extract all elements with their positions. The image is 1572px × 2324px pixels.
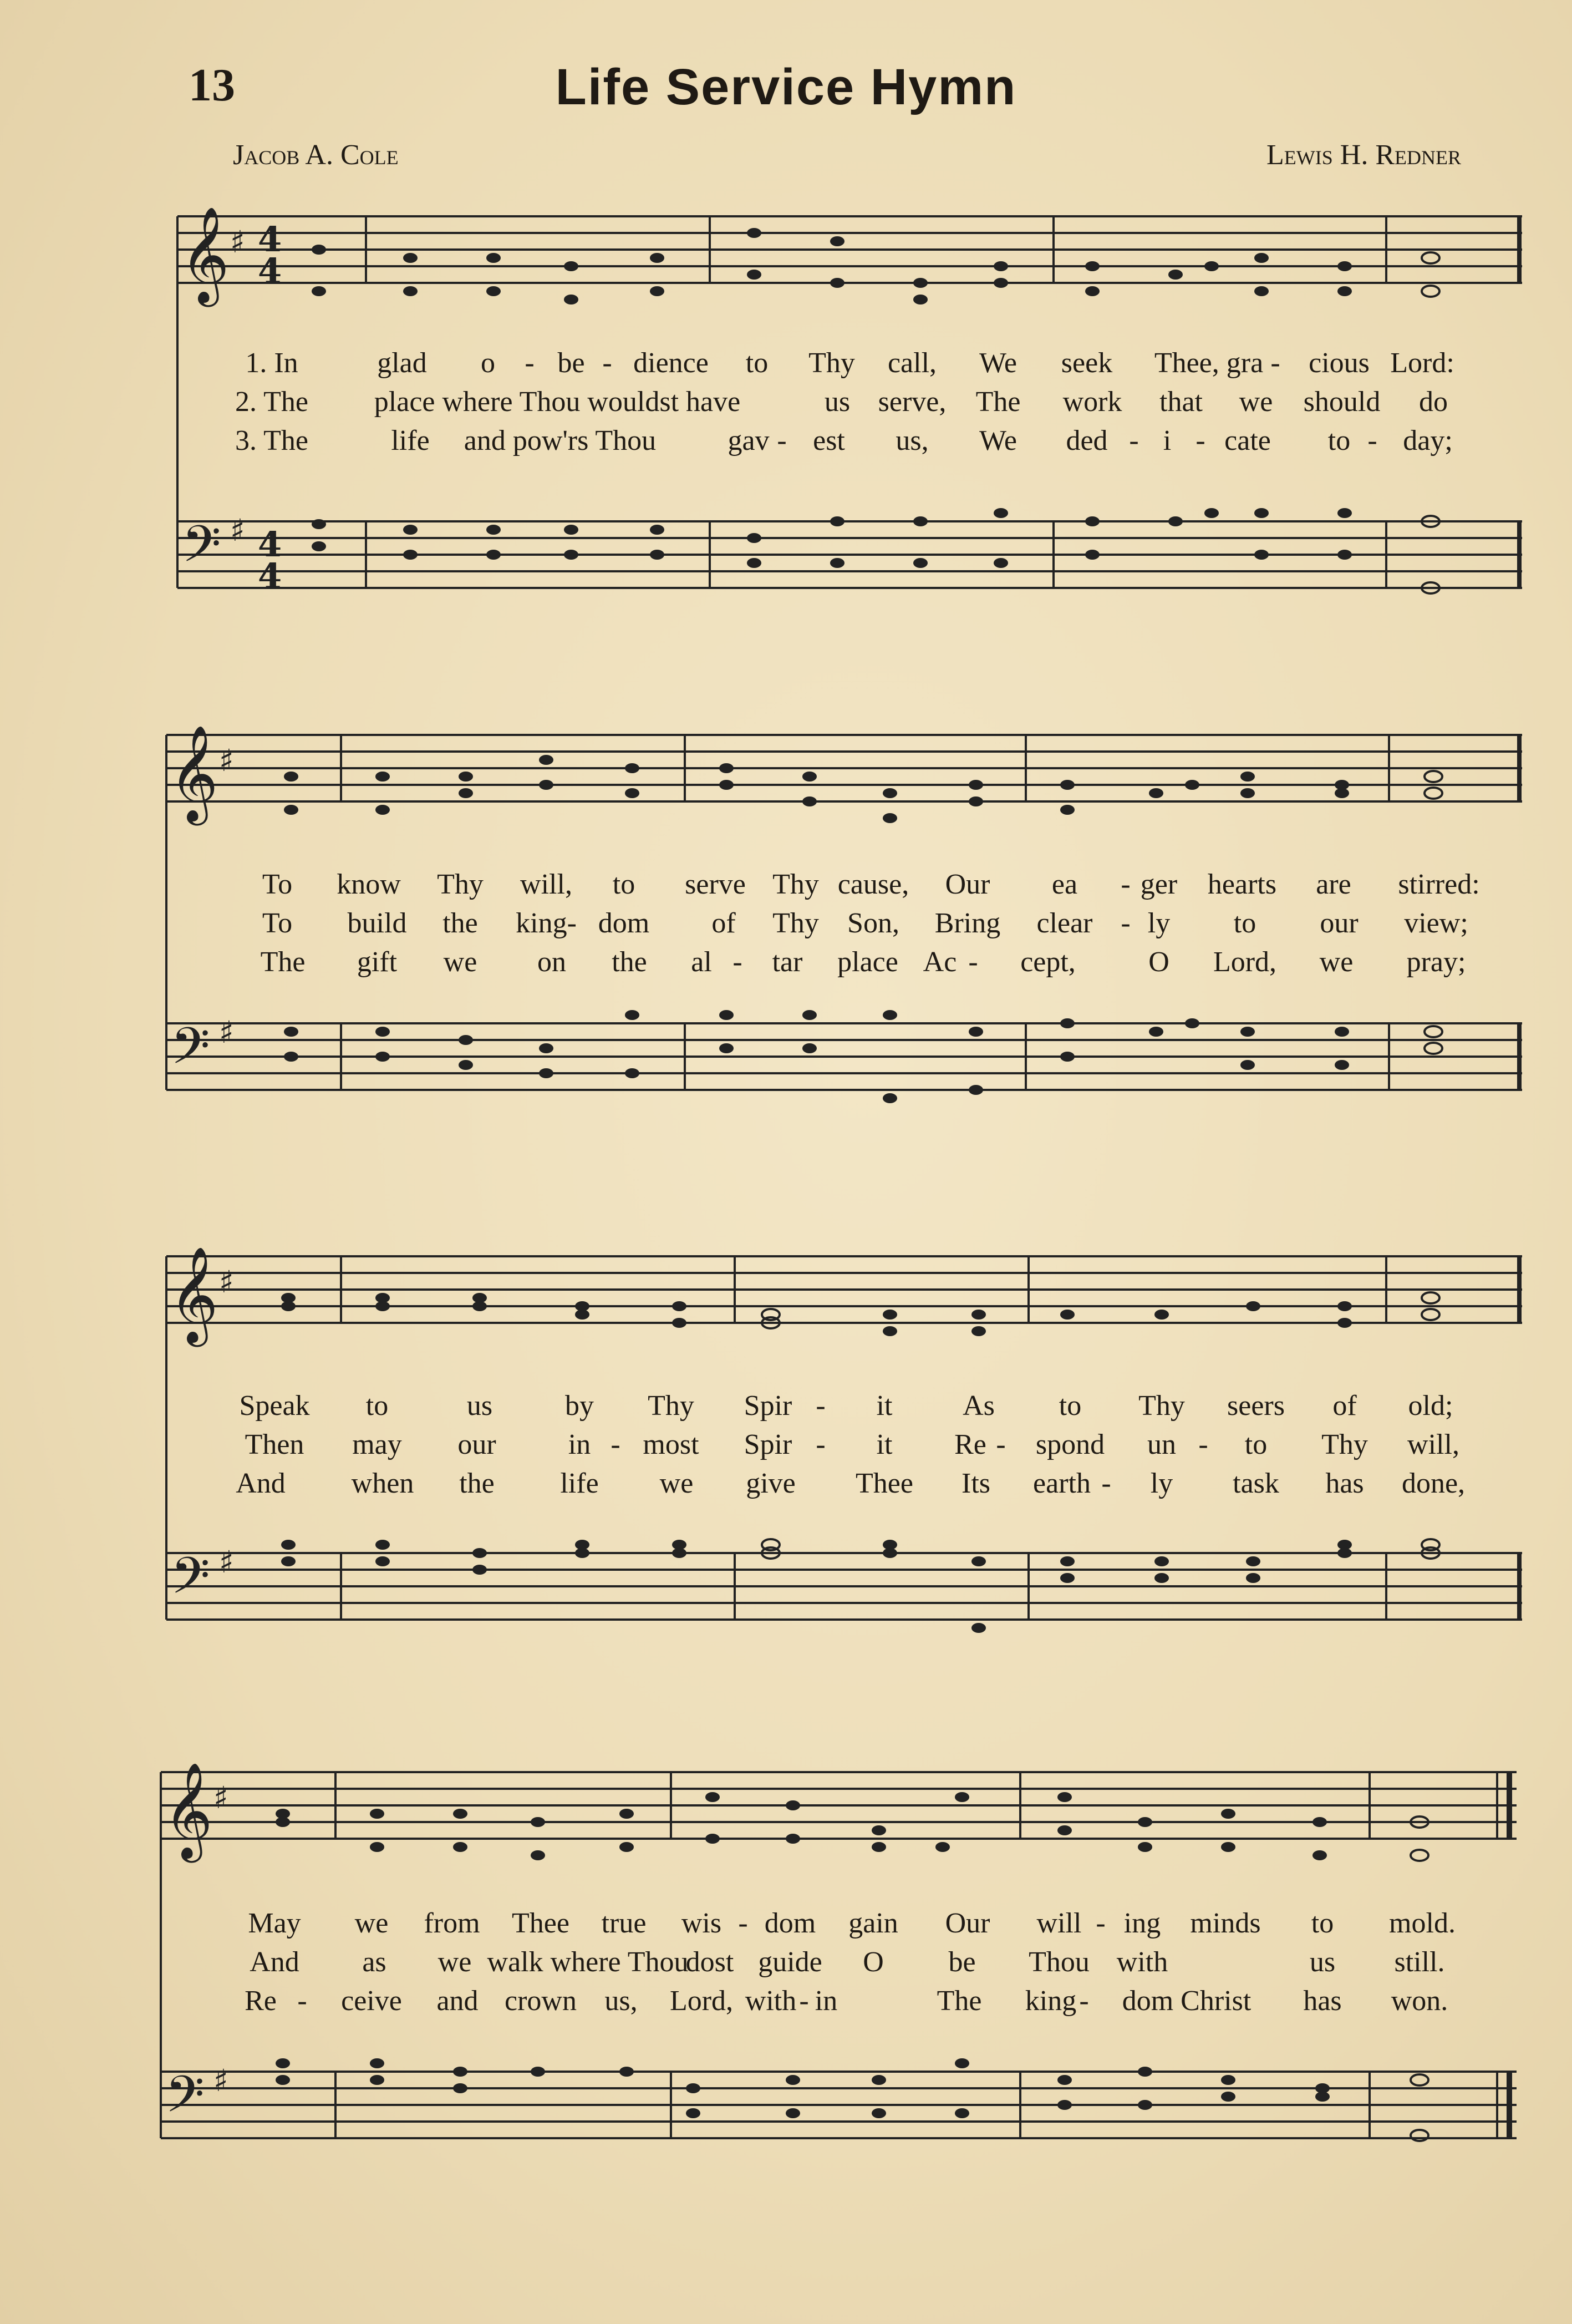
lyric: - xyxy=(996,1429,1006,1460)
lyric: Spir xyxy=(744,1429,792,1460)
lyric: to xyxy=(1327,425,1351,456)
bass-staff xyxy=(177,521,1522,588)
lyric: will xyxy=(1036,1907,1082,1939)
lyric: and xyxy=(436,1985,479,2017)
time-sig-top: 4 xyxy=(258,219,282,260)
lyric: gav xyxy=(728,425,770,456)
lyric: place xyxy=(837,946,898,978)
lyric: - xyxy=(1198,1429,1208,1460)
lyric: Thy xyxy=(648,1390,694,1422)
lyric: - xyxy=(1101,1468,1111,1499)
lyric: est xyxy=(813,425,845,456)
lyric: life xyxy=(391,425,430,456)
lyric: - xyxy=(1270,347,1280,379)
lyric: Thy xyxy=(772,907,819,939)
lyric: as xyxy=(362,1946,386,1978)
lyric: - xyxy=(602,347,612,379)
lyric: of xyxy=(1332,1390,1357,1422)
lyric: Thee, gra xyxy=(1154,347,1264,379)
sharp-icon: ♯ xyxy=(219,1544,234,1580)
lyric: we xyxy=(354,1907,389,1939)
lyric: in xyxy=(815,1985,838,2017)
sharp-icon: ♯ xyxy=(213,1780,228,1815)
page-number: 13 xyxy=(189,59,235,111)
lyric: 1. In xyxy=(245,347,298,379)
lyric: seek xyxy=(1061,347,1113,379)
lyric: O xyxy=(863,1946,884,1978)
lyric: al xyxy=(691,946,712,978)
lyric: O xyxy=(1148,946,1169,978)
lyric: cious xyxy=(1309,347,1370,379)
treble-clef-icon: 𝄞 xyxy=(169,725,218,821)
lyric: of xyxy=(711,907,736,939)
lyric: crown xyxy=(505,1985,577,2017)
lyric: us xyxy=(824,386,851,418)
sharp-icon: ♯ xyxy=(219,1264,234,1300)
lyric: may xyxy=(352,1429,402,1460)
sharp-icon: ♯ xyxy=(230,513,245,548)
bass-clef-icon: 𝄢 xyxy=(165,2065,205,2136)
lyric: dom Christ xyxy=(1122,1985,1252,2017)
lyric: our xyxy=(457,1429,496,1460)
lyric: Thee xyxy=(856,1468,913,1499)
lyric: ly xyxy=(1147,907,1171,939)
lyric: us xyxy=(466,1390,493,1422)
time-sig-bottom: 4 xyxy=(258,251,282,291)
lyric: We xyxy=(979,347,1017,379)
lyric: o xyxy=(481,347,495,379)
lyric: - xyxy=(297,1985,307,2017)
lyric: Our xyxy=(945,869,990,900)
lyric: when xyxy=(351,1468,414,1499)
lyric: to xyxy=(612,869,635,900)
lyric: to xyxy=(1244,1429,1268,1460)
lyric: - xyxy=(777,425,787,456)
bass-clef-icon: 𝄢 xyxy=(171,1017,210,1088)
lyric: the xyxy=(459,1468,495,1499)
lyric: won. xyxy=(1391,1985,1448,2017)
lyric: to xyxy=(1311,1907,1334,1939)
lyric: ceive xyxy=(341,1985,402,2017)
lyric: - xyxy=(1195,425,1205,456)
lyric: ded xyxy=(1066,425,1108,456)
sharp-icon: ♯ xyxy=(219,1014,234,1050)
lyric: Son, xyxy=(847,907,899,939)
lyric: should xyxy=(1303,386,1381,418)
lyric: the xyxy=(442,907,478,939)
lyric: has xyxy=(1325,1468,1364,1499)
lyric: still. xyxy=(1394,1946,1445,1978)
lyric: Thy xyxy=(1138,1390,1185,1422)
lyric: be xyxy=(557,347,585,379)
lyric: it xyxy=(876,1390,893,1422)
treble-staff xyxy=(177,216,1522,283)
lyric: from xyxy=(424,1907,480,1939)
lyric: glad xyxy=(377,347,427,379)
lyric: our xyxy=(1320,907,1359,939)
lyric: us xyxy=(1309,1946,1336,1978)
lyric: dience xyxy=(633,347,709,379)
lyric: with xyxy=(745,1985,797,2017)
lyric: hearts xyxy=(1207,869,1277,900)
lyric: true xyxy=(601,1907,647,1939)
lyric: And xyxy=(236,1468,286,1499)
lyric: To xyxy=(262,907,293,939)
lyric: i xyxy=(1163,425,1172,456)
lyric: - xyxy=(1096,1907,1106,1939)
sharp-icon: ♯ xyxy=(219,743,234,778)
lyric: We xyxy=(979,425,1017,456)
time-sig-top: 4 xyxy=(258,524,282,565)
lyric: pray; xyxy=(1406,946,1466,978)
lyric: to xyxy=(745,347,769,379)
lyric: wis xyxy=(681,1907,722,1939)
lyric: - xyxy=(1121,869,1131,900)
lyric: most xyxy=(643,1429,699,1460)
lyric: serve, xyxy=(878,386,947,418)
treble-clef-icon: 𝄞 xyxy=(180,206,230,303)
lyric: king xyxy=(1025,1985,1077,2017)
lyric: us, xyxy=(604,1985,638,2017)
lyric: do xyxy=(1419,386,1448,418)
lyric: serve xyxy=(685,869,746,900)
lyric: it xyxy=(876,1429,893,1460)
lyric: - xyxy=(1129,425,1139,456)
lyric: know xyxy=(337,869,401,900)
lyric: - xyxy=(816,1429,826,1460)
lyric: in xyxy=(568,1429,591,1460)
lyric: cate xyxy=(1224,425,1271,456)
lyric: 3. The xyxy=(235,425,308,456)
lyric: place where Thou wouldst have xyxy=(374,386,741,418)
lyric: - xyxy=(1367,425,1377,456)
lyric: old; xyxy=(1408,1390,1453,1422)
lyric: dom xyxy=(598,907,650,939)
lyric: that xyxy=(1159,386,1203,418)
lyric: The xyxy=(260,946,306,978)
lyric: ea xyxy=(1051,869,1078,900)
lyric: be xyxy=(948,1946,976,1978)
lyric: And xyxy=(250,1946,299,1978)
lyric: dost xyxy=(685,1946,734,1978)
lyric: spond xyxy=(1035,1429,1105,1460)
lyric: - xyxy=(525,347,535,379)
lyric: guide xyxy=(758,1946,822,1978)
lyric: To xyxy=(262,869,293,900)
lyric: - xyxy=(1079,1985,1089,2017)
lyric: seers xyxy=(1227,1390,1285,1422)
lyric: - xyxy=(732,946,742,978)
lyric: give xyxy=(746,1468,796,1499)
lyric: walk where Thou xyxy=(487,1946,689,1978)
lyric: work xyxy=(1062,386,1122,418)
lyric: - xyxy=(968,946,978,978)
lyric: day; xyxy=(1403,425,1453,456)
lyric: Lord, xyxy=(1213,946,1277,978)
lyric: build xyxy=(347,907,407,939)
lyric: earth xyxy=(1033,1468,1091,1499)
lyric: cause, xyxy=(837,869,909,900)
lyric: with xyxy=(1116,1946,1168,1978)
lyric: dom xyxy=(764,1907,816,1939)
lyric: The xyxy=(937,1985,982,2017)
lyric: Re xyxy=(954,1429,986,1460)
lyric: un xyxy=(1147,1429,1176,1460)
lyric: Thee xyxy=(512,1907,569,1939)
hymn-title: Life Service Hymn xyxy=(555,59,1017,115)
lyric: we xyxy=(659,1468,694,1499)
lyric: ing xyxy=(1123,1907,1161,1939)
lyric: As xyxy=(963,1390,995,1422)
lyric: clear xyxy=(1036,907,1093,939)
lyric: Re xyxy=(245,1985,277,2017)
lyric: - xyxy=(799,1985,809,2017)
lyric: done, xyxy=(1401,1468,1466,1499)
lyric: has xyxy=(1303,1985,1342,2017)
lyric: we xyxy=(1319,946,1354,978)
lyric: - xyxy=(738,1907,748,1939)
lyric: king- xyxy=(516,907,577,939)
lyric: Lord: xyxy=(1390,347,1454,379)
lyric: minds xyxy=(1190,1907,1261,1939)
time-sig-bottom: 4 xyxy=(258,556,282,596)
lyric: The xyxy=(975,386,1021,418)
author-credit: Jacob A. Cole xyxy=(233,139,399,171)
lyric: Thy xyxy=(1321,1429,1368,1460)
lyric: ly xyxy=(1150,1468,1173,1499)
lyric: call, xyxy=(887,347,937,379)
lyric: Bring xyxy=(934,907,1001,939)
lyric: to xyxy=(1233,907,1256,939)
lyric: gain xyxy=(848,1907,898,1939)
bass-clef-icon: 𝄢 xyxy=(182,515,221,586)
lyric: gift xyxy=(357,946,398,978)
lyric: by xyxy=(565,1390,594,1422)
lyric: Thy xyxy=(772,869,819,900)
lyric: we xyxy=(437,1946,472,1978)
lyric: Thou xyxy=(1029,1946,1090,1978)
lyric: mold. xyxy=(1389,1907,1456,1939)
lyric: to xyxy=(365,1390,389,1422)
lyric: view; xyxy=(1404,907,1468,939)
lyric: tar xyxy=(772,946,803,978)
lyric: Spir xyxy=(744,1390,792,1422)
lyric: Lord, xyxy=(669,1985,734,2017)
lyric: Thy xyxy=(808,347,855,379)
sharp-icon: ♯ xyxy=(230,224,245,260)
sharp-icon: ♯ xyxy=(213,2063,228,2098)
treble-clef-icon: 𝄞 xyxy=(164,1762,213,1859)
lyric: Our xyxy=(945,1907,990,1939)
lyric: Its xyxy=(961,1468,990,1499)
lyric: will, xyxy=(520,869,572,900)
lyric: stirred: xyxy=(1398,869,1480,900)
bass-clef-icon: 𝄢 xyxy=(171,1546,210,1617)
lyric: cept, xyxy=(1020,946,1076,978)
lyric: and pow'rs Thou xyxy=(464,425,657,456)
lyric: ger xyxy=(1140,869,1178,900)
lyric: to xyxy=(1059,1390,1082,1422)
lyric: - xyxy=(816,1390,826,1422)
lyric: life xyxy=(560,1468,599,1499)
lyric: we xyxy=(443,946,477,978)
lyric: Ac xyxy=(923,946,957,978)
lyric: on xyxy=(537,946,566,978)
lyric: task xyxy=(1233,1468,1279,1499)
lyric: we xyxy=(1239,386,1273,418)
lyric: Speak xyxy=(239,1390,310,1422)
lyric: us, xyxy=(896,425,929,456)
lyric: - xyxy=(1121,907,1131,939)
lyric: May xyxy=(248,1907,301,1939)
composer-credit: Lewis H. Redner xyxy=(1266,139,1461,171)
lyric: are xyxy=(1316,869,1351,900)
lyric: Then xyxy=(245,1429,304,1460)
lyric: Thy xyxy=(437,869,484,900)
lyric: the xyxy=(612,946,647,978)
lyric: 2. The xyxy=(235,386,308,418)
lyric: will, xyxy=(1407,1429,1459,1460)
treble-clef-icon: 𝄞 xyxy=(169,1246,218,1343)
lyric: - xyxy=(611,1429,620,1460)
